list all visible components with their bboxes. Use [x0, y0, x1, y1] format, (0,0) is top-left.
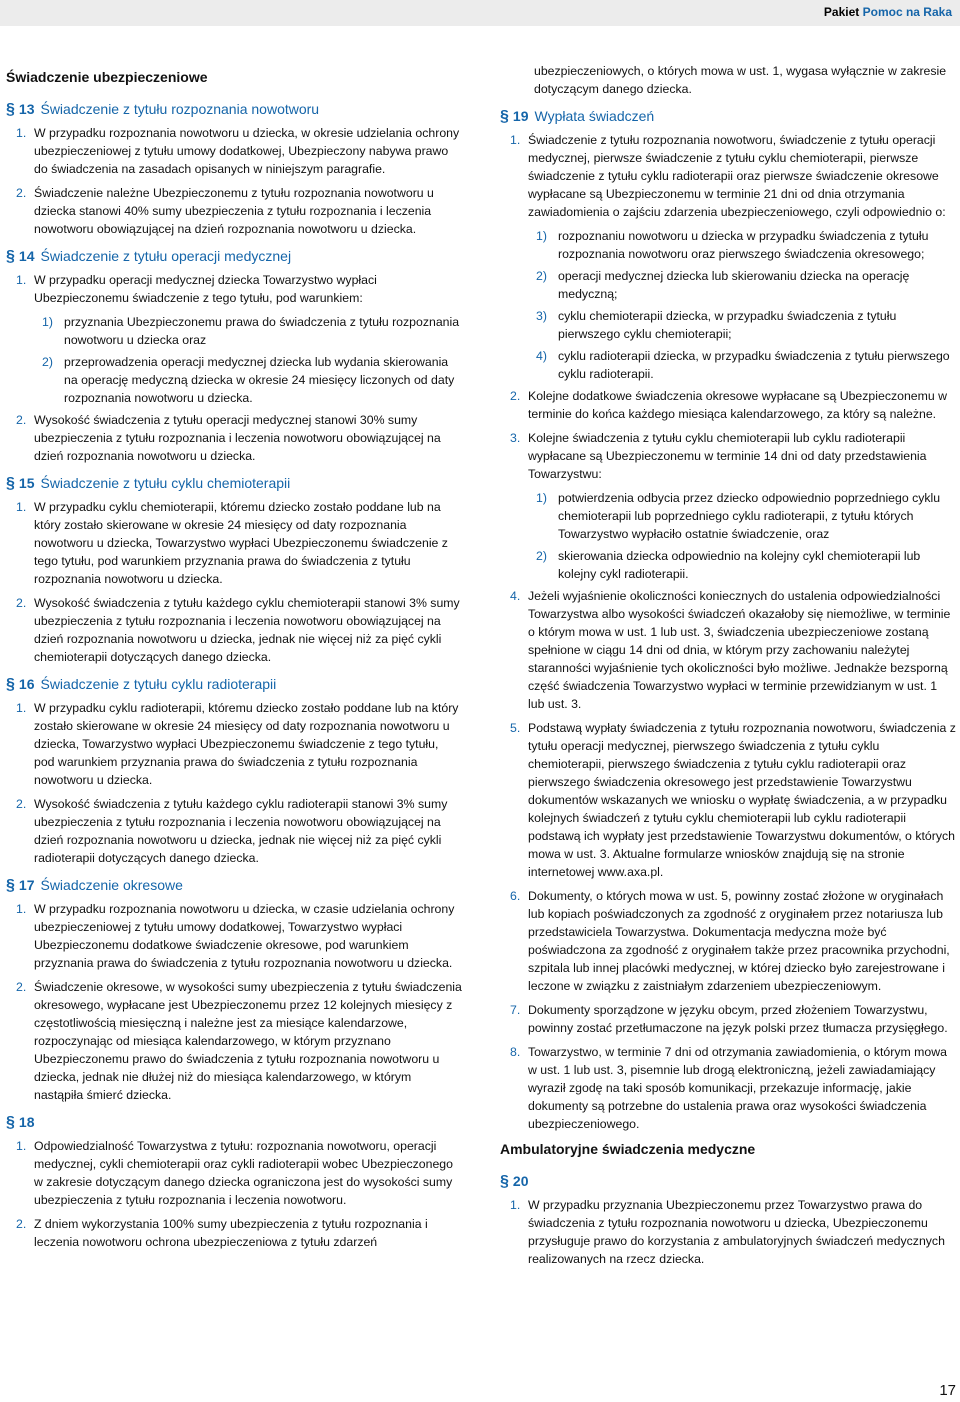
clause-number: 1. — [16, 126, 27, 140]
clause-item — [6, 795, 462, 867]
paragraph-heading — [500, 106, 956, 127]
clause-text: Świadczenie okresowe, w wysokości sumy ubezpieczenia z tytułu świadczenia okresowego, wypłacane jest Ubezpieczonemu przez 12 kolejnych miesięcy z częstotliwością miesięczną i należne jest za miesiące kalendarzowe, rozpoczynając od miesiąca kalendarzowego, w którym przyznano Ubezpieczonemu prawo do świadczenia z tytułu rozpoznania nowotworu u dziecka, jednak nie dłużej niż do miesiąca kalendarzowego, w którym nastąpiła śmierć dziecka. — [34, 980, 462, 1102]
clause-item — [6, 900, 462, 972]
sub-item-text: przyznania Ubezpieczonemu prawa do świadczenia z tytułu rozpoznania nowotworu u dziecka oraz — [64, 315, 460, 347]
clause-number: 3. — [510, 431, 521, 445]
clause-number: 6. — [510, 889, 521, 903]
clause-number: 7. — [510, 1003, 521, 1017]
paragraph-number: 17 — [18, 877, 35, 893]
paragraph-heading — [6, 246, 462, 267]
paragraph-heading — [6, 674, 462, 695]
clause-item — [500, 131, 956, 221]
sub-item — [500, 347, 956, 383]
clause-number: 8. — [510, 1045, 521, 1059]
clause-text: W przypadku przyznania Ubezpieczonemu przez Towarzystwo prawa do świadczenia z tytułu rozpoznania nowotworu u dziecka, Ubezpieczonemu przysługuje prawo do korzystania z ambulatoryjnych świadczeń medycznych realizowanych na rzecz dziecka. — [528, 1198, 945, 1266]
clause-item — [6, 498, 462, 588]
clause-number: 2. — [16, 186, 27, 200]
paragraph-symbol: § — [6, 676, 15, 693]
page-number: 17 — [939, 1382, 956, 1399]
paragraph-heading — [6, 473, 462, 494]
sub-item-text: rozpoznaniu nowotworu u dziecka w przypadku świadczenia z tytułu rozpoznania nowotworu oraz pierwszego świadczenia okresowego; — [558, 229, 929, 261]
sub-item-text: cyklu chemioterapii dziecka, w przypadku świadczenia z tytułu pierwszego cyklu chemioterapii; — [558, 309, 897, 341]
clause-number: 2. — [16, 596, 27, 610]
clause-number: 1. — [510, 1198, 521, 1212]
clause-number: 1. — [510, 133, 521, 147]
paragraph-heading — [500, 1171, 956, 1192]
paragraph-number: 15 — [18, 475, 35, 491]
clause-text: W przypadku cyklu radioterapii, któremu dziecko zostało poddane lub na który zostało skierowane w okresie 24 miesięcy od daty rozpoznania nowotworu u dziecka, Towarzystwo wypłaci Ubezpieczonemu świadczenie z tego tytułu, pod warunkiem przyznania prawa do świadczenia z tytułu rozpoznania nowotworu u dziecka. — [34, 701, 459, 787]
section-heading: Świadczenie ubezpieczeniowe — [6, 69, 208, 85]
clause-item — [6, 184, 462, 238]
clause-text: Dokumenty, o których mowa w ust. 5, powinny zostać złożone w oryginałach lub kopiach poświadczonych za zgodność z oryginałem przez notariusza lub przedstawiciela Towarzystwa. Dokumentacja medyczna może być poświadczona za zgodność z oryginałem także przez pracownika przychodni, szpitala lub innej placówki medycznej, w której dziecko było zarejestrowane i leczone w związku z zaistniałym zdarzeniem ubezpieczeniowym. — [528, 889, 950, 993]
sub-item — [500, 489, 956, 543]
clause-item — [500, 887, 956, 995]
header-prefix: Pakiet — [823, 5, 863, 19]
right-column — [500, 62, 956, 1274]
clause-number: 1. — [16, 701, 27, 715]
paragraph-symbol: § — [6, 101, 15, 118]
clause-text: Wysokość świadczenia z tytułu każdego cyklu radioterapii stanowi 3% sumy ubezpieczenia z tytułu rozpoznania i leczenia nowotworu obowiązującej na dzień rozpoznania nowotworu u dziecka, jednak nie więcej niż za pięć cykli radioterapii dotyczących danego dziecka. — [34, 797, 448, 865]
paragraph-symbol: § — [6, 877, 15, 894]
clause-text: Wysokość świadczenia z tytułu każdego cyklu chemioterapii stanowi 3% sumy ubezpieczenia z tytułu rozpoznania i leczenia nowotworu obowiązującej na dzień rozpoznania nowotworu u dziecka, jednak nie więcej niż za pięć cykli chemioterapii dotyczących danego dziecka. — [34, 596, 460, 664]
clause-number: 1. — [16, 273, 27, 287]
paragraph-symbol: § — [6, 1114, 15, 1131]
paragraph-symbol: § — [6, 248, 15, 265]
paragraph-heading — [6, 875, 462, 896]
sub-item — [500, 307, 956, 343]
header-title — [824, 5, 952, 19]
clause-item — [6, 978, 462, 1104]
sub-item — [500, 227, 956, 263]
clause-item — [6, 1215, 462, 1251]
sub-item-number: 2) — [536, 549, 547, 563]
sub-item-text: przeprowadzenia operacji medycznej dziecka lub wydania skierowania na operację medyczną dziecka w okresie 24 miesięcy liczonych od daty rozpoznania nowotworu u dziecka. — [64, 355, 455, 405]
paragraph-number: 14 — [18, 248, 35, 264]
paragraph-title: Świadczenie z tytułu operacji medycznej — [40, 248, 292, 264]
sub-item-number: 2) — [536, 269, 547, 283]
paragraph-number: 20 — [512, 1173, 529, 1189]
clause-item — [6, 124, 462, 178]
sub-item — [6, 353, 462, 407]
paragraph-title: Wypłata świadczeń — [534, 108, 655, 124]
clause-number: 1. — [16, 902, 27, 916]
sub-item-number: 3) — [536, 309, 547, 323]
page-header-bar — [0, 0, 960, 26]
paragraph-title: Świadczenie okresowe — [40, 877, 183, 893]
paragraph-number: 19 — [512, 108, 529, 124]
clause-item — [6, 594, 462, 666]
sub-item-text: cyklu radioterapii dziecka, w przypadku świadczenia z tytułu pierwszego cyklu radioterapii. — [558, 349, 950, 381]
paragraph-title: Świadczenie z tytułu cyklu radioterapii — [40, 676, 277, 692]
clause-number: 1. — [16, 1139, 27, 1153]
clause-number: 1. — [16, 500, 27, 514]
clause-item — [6, 271, 462, 307]
clause-number: 4. — [510, 589, 521, 603]
clause-number: 2. — [16, 797, 27, 811]
paragraph-symbol: § — [500, 108, 509, 125]
clause-text: Dokumenty sporządzone w języku obcym, przed złożeniem Towarzystwu, powinny zostać przetłumaczone na język polski przez tłumacza przysięgłego. — [528, 1003, 948, 1035]
sub-item-text: skierowania dziecka odpowiednio na kolejny cykl chemioterapii lub kolejny cykl radioterapii. — [558, 549, 921, 581]
clause-item — [500, 1043, 956, 1133]
clause-text: W przypadku cyklu chemioterapii, któremu dziecko zostało poddane lub na który zostało skierowane w okresie 24 miesięcy od daty rozpoznania nowotworu u dziecka, Towarzystwo wypłaci Ubezpieczonemu świadczenie z tego tytułu, pod warunkiem przyznania prawa do świadczenia z tytułu rozpoznania nowotworu u dziecka. — [34, 500, 448, 586]
sub-item — [6, 313, 462, 349]
clause-item — [6, 411, 462, 465]
clause-number: 2. — [510, 389, 521, 403]
clause-item — [500, 719, 956, 881]
sub-item-number: 4) — [536, 349, 547, 363]
clause-number: 2. — [16, 413, 27, 427]
clause-text: Odpowiedzialność Towarzystwa z tytułu: rozpoznania nowotworu, operacji medycznej, cykli chemioterapii oraz cykli radioterapii wobec Ubezpieczonego w zakresie dotyczącym danego dziecka ograniczona jest do wysokości sumy ubezpieczenia z tytułu rozpoznania i leczenia nowotworu. — [34, 1139, 453, 1207]
clause-text: W przypadku rozpoznania nowotworu u dziecka, w czasie udzielania ochrony ubezpieczeniowej z tytułu umowy dodatkowej, Towarzystwo wypłaci Ubezpieczonemu dodatkowe świadczenie okresowe, pod warunkiem przyznania prawa do świadczenia z tytułu rozpoznania nowotworu u dziecka. — [34, 902, 455, 970]
clause-text: W przypadku operacji medycznej dziecka Towarzystwo wypłaci Ubezpieczonemu świadczenie z tego tytułu, pod warunkiem: — [34, 273, 377, 305]
paragraph-symbol: § — [6, 475, 15, 492]
clause-text: Kolejne dodatkowe świadczenia okresowe wypłacane są Ubezpieczonemu w terminie do końca każdego miesiąca kalendarzowego, za który są należne. — [528, 389, 948, 421]
paragraph-number: 13 — [18, 101, 35, 117]
clause-text: Towarzystwo, w terminie 7 dni od otrzymania zawiadomienia, o którym mowa w ust. 1 lub ust. 3, pisemnie lub drogą elektroniczną, jeżeli zawiadamiający wyraził zgodę na taki sposób komunikacji, przekazuje informację, jakie dokumenty są potrzebne do ustalenia prawa oraz wysokości świadczenia ubezpieczeniowego. — [528, 1045, 947, 1131]
paragraph-title: Świadczenie z tytułu rozpoznania nowotworu — [40, 101, 320, 117]
clause-item — [500, 587, 956, 713]
clause-text: Świadczenie z tytułu rozpoznania nowotworu, świadczenie z tytułu operacji medycznej, pierwsze świadczenie z tytułu cyklu chemioterapii, pierwsze świadczenie z tytułu cyklu radioterapii oraz pierwsze świadczenie okresowe wypłacane są Ubezpieczonemu w terminie 21 dni od dnia otrzymania zawiadomienia o zajściu zdarzenia ubezpieczeniowego, czyli odpowiednio o: — [528, 133, 946, 219]
sub-item-number: 2) — [42, 355, 53, 369]
paragraph-number: 16 — [18, 676, 35, 692]
clause-text: Jeżeli wyjaśnienie okoliczności koniecznych do ustalenia odpowiedzialności Towarzystwa albo wysokości świadczeń okazałoby się niemożliwe, w terminie o którym mowa w ust. 1 lub ust. 3, świadczenia ubezpieczeniowe zostaną spełnione w ciągu 14 dni od dnia, w którym przy zachowaniu należytej staranności wyjaśnienie tych okoliczności było możliwe. Jednakże bezsporną część świadczenia Towarzystwo wypłaci w terminie przewidzianym w ust. 1 lub ust. 3. — [528, 589, 951, 711]
section-heading: Ambulatoryjne świadczenia medyczne — [500, 1141, 756, 1157]
clause-item — [6, 699, 462, 789]
sub-item — [500, 267, 956, 303]
sub-item-number: 1) — [536, 229, 547, 243]
clause-item — [6, 1137, 462, 1209]
continued-text: ubezpieczeniowych, o których mowa w ust. 1, wygasa wyłącznie w zakresie dotyczącym danego dziecka. — [534, 64, 947, 96]
paragraph-number: 18 — [18, 1114, 35, 1130]
clause-item — [500, 387, 956, 423]
clause-item — [500, 429, 956, 483]
left-column — [6, 62, 462, 1257]
clause-text: W przypadku rozpoznania nowotworu u dziecka, w okresie udzielania ochrony ubezpieczeniowej z tytułu umowy dodatkowej, Ubezpieczony nabywa prawo do świadczenia na zasadach opisanych w niniejszym paragrafie. — [34, 126, 460, 176]
sub-item-text: potwierdzenia odbycia przez dziecko odpowiednio poprzedniego cyklu chemioterapii lub poprzedniego cyklu radioterapii, z tytułu których Towarzystwo wypłaciło ostatnie świadczenie, oraz — [558, 491, 941, 541]
clause-text: Świadczenie należne Ubezpieczonemu z tytułu rozpoznania nowotworu u dziecka stanowi 40% sumy ubezpieczenia z tytułu rozpoznania i leczenia nowotworu obowiązującej na dzień rozpoznania nowotworu u dziecka. — [34, 186, 434, 236]
clause-number: 5. — [510, 721, 521, 735]
sub-item-number: 1) — [536, 491, 547, 505]
clause-number: 2. — [16, 1217, 27, 1231]
paragraph-symbol: § — [500, 1173, 509, 1190]
paragraph-heading — [6, 99, 462, 120]
sub-item-text: operacji medycznej dziecka lub skierowaniu dziecka na operację medyczną; — [558, 269, 910, 301]
sub-item-number: 1) — [42, 315, 53, 329]
paragraph-heading — [6, 1112, 462, 1133]
sub-item — [500, 547, 956, 583]
header-brand: Pomoc na Raka — [862, 5, 952, 19]
clause-item — [500, 1001, 956, 1037]
paragraph-title: Świadczenie z tytułu cyklu chemioterapii — [40, 475, 291, 491]
clause-item — [500, 1196, 956, 1268]
clause-text: Wysokość świadczenia z tytułu operacji medycznej stanowi 30% sumy ubezpieczenia z tytułu rozpoznania i leczenia nowotworu obowiązującej na dzień rozpoznania nowotworu u dziecka. — [34, 413, 441, 463]
clause-text: Podstawą wypłaty świadczenia z tytułu rozpoznania nowotworu, świadczenia z tytułu operacji medycznej, pierwszego świadczenia z tytułu cyklu chemioterapii, pierwszego świadczenia z tytułu cyklu radioterapii oraz pierwszego świadczenia okresowego jest przedstawienie Towarzystwu dokumentów wskazanych we wniosku o wypłatę świadczenia, a w przypadku kolejnych świadczeń z tytułu cyklu chemioterapii lub cyklu radioterapii podstawą ich wypłaty jest przedstawienie Towarzystwu dokumentów, o których mowa w ust. 3. Aktualne formularze wniosków znajdują się na stronie internetowej www.axa.pl. — [528, 721, 956, 879]
clause-text: Kolejne świadczenia z tytułu cyklu chemioterapii lub cyklu radioterapii wypłacane są Ubezpieczonemu w terminie 14 dni od daty przedstawienia Towarzystwu: — [528, 431, 927, 481]
clause-text: Z dniem wykorzystania 100% sumy ubezpieczenia z tytułu rozpoznania i leczenia nowotworu ochrona ubezpieczeniowa z tytułu zdarzeń — [34, 1217, 428, 1249]
clause-number: 2. — [16, 980, 27, 994]
